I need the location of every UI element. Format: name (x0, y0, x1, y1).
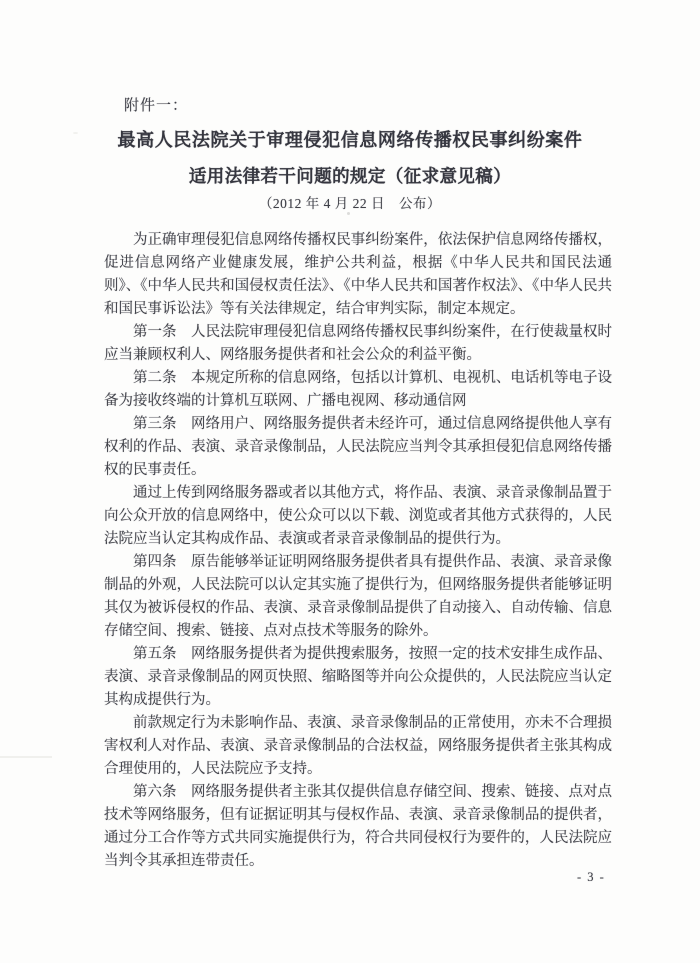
document-body (104, 229, 612, 873)
paragraph: 为正确审理侵犯信息网络传播权民事纠纷案件，依法保护信息网络传播权，促进信息网络产业健康发展，维护公共利益，根据《中华人民共和国民法通则》、《中华人民共和国侵权责任法》、《中华人民共和国著作权法》、《中华人民共和国民事诉讼法》等有关法律规定，结合审判实际，制定本规定。 (104, 232, 612, 317)
scan-artifact-speck (73, 132, 78, 134)
paragraph: 第二条 本规定所称的信息网络，包括以计算机、电视机、电话机等电子设备为接收终端的计算机互联网、广播电视网、移动通信网 (104, 370, 612, 409)
paragraph: 第五条 网络服务提供者为提供搜索服务，按照一定的技术安排生成作品、表演、录音录像制品的网页快照、缩略图等并向公众提供的，人民法院应当认定其构成提供行为。 (104, 646, 612, 708)
paragraph: 前款规定行为未影响作品、表演、录音录像制品的正常使用，亦未不合理损害权利人对作品、表演、录音录像制品的合法权益，网络服务提供者主张其构成合理使用的，人民法院应予支持。 (104, 715, 612, 777)
page-number: - 3 - (577, 870, 606, 884)
document-title-line-1: 最高人民法院关于审理侵犯信息网络传播权民事纠纷案件 (117, 130, 583, 150)
publication-date-line: （2012 年 4 月 22 日 公布） (258, 196, 442, 211)
paragraph: 第三条 网络用户、网络服务提供者未经许可，通过信息网络提供他人享有权利的作品、表演、录音录像制品，人民法院应当判令其承担侵犯信息网络传播权的民事责任。 (104, 416, 612, 478)
paragraph: 第一条 人民法院审理侵犯信息网络传播权民事纠纷案件，在行使裁量权时应当兼顾权利人、网络服务提供者和社会公众的利益平衡。 (104, 324, 612, 363)
scan-artifact-speck (347, 212, 350, 215)
paragraph: 第四条 原告能够举证证明网络服务提供者具有提供作品、表演、录音录像制品的外观，人民法院可以认定其实施了提供行为，但网络服务提供者能够证明其仅为被诉侵权的作品、表演、录音录像制品提供了自动接入、自动传输、信息存储空间、搜索、链接、点对点技术等服务的除外。 (104, 554, 612, 639)
document-title-line-2: 适用法律若干问题的规定（征求意见稿） (188, 166, 512, 186)
paragraph: 通过上传到网络服务器或者以其他方式，将作品、表演、录音录像制品置于向公众开放的信息网络中，使公众可以以下载、浏览或者其他方式获得的，人民法院应当认定其构成作品、表演或者录音录像制品的提供行为。 (104, 485, 612, 547)
scan-artifact-line (0, 756, 52, 758)
paragraph: 第六条 网络服务提供者主张其仅提供信息存储空间、搜索、链接、点对点技术等网络服务，但有证据证明其与侵权作品、表演、录音录像制品的提供者，通过分工合作等方式共同实施提供行为，符合共同侵权行为要件的，人民法院应当判令其承担连带责任。 (104, 784, 612, 869)
attachment-label: 附件一： (124, 98, 189, 114)
